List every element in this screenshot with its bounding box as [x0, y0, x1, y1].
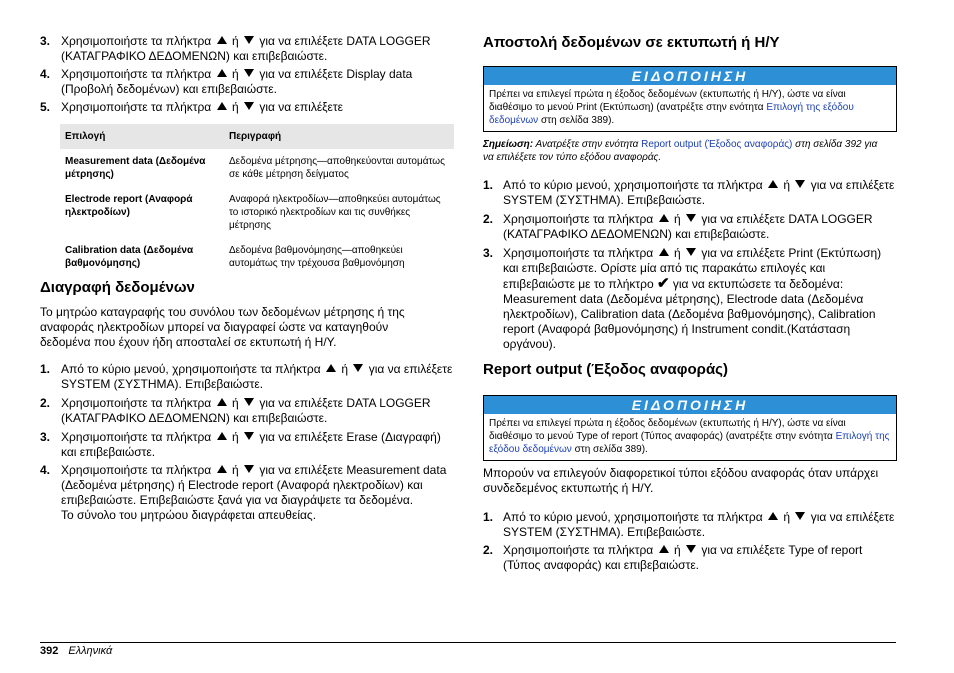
notice-body	[484, 85, 896, 131]
description-cell: Δεδομένα βαθμονόμησης—αποθηκεύει αυτομάτως την τρέχουσα βαθμονόμηση	[229, 245, 405, 269]
step-text: Χρησιμοποιήστε τα πλήκτρα	[503, 543, 654, 557]
step-text: ή	[783, 510, 791, 524]
step-number: 2.	[483, 543, 494, 557]
up-arrow-key-icon	[217, 432, 227, 440]
step-number: 5.	[40, 100, 51, 114]
notice-text: Πρέπει να επιλεγεί πρώτα η έξοδος δεδομένων (εκτυπωτής ή Η/Υ), ώστε να είναι διαθέσιμο το μενού Type of report (Τύπος αναφοράς) (ανατρέξτε στην ενότητα	[489, 418, 846, 442]
up-arrow-key-icon	[217, 102, 227, 110]
heading-report-output: Report output (Έξοδος αναφοράς)	[483, 361, 728, 378]
step-text: για να επιλέξετε DATA LOGGER (ΚΑΤΑΓΡΑΦΙΚΟ ΔΕΔΟΜΕΝΩΝ) και επιβεβαιώστε.	[61, 396, 431, 425]
up-arrow-key-icon	[217, 465, 227, 473]
step-text: ή	[231, 396, 239, 410]
up-arrow-key-icon	[217, 36, 227, 44]
step-text: Χρησιμοποιήστε τα πλήκτρα	[61, 430, 212, 444]
column-header-description: Περιγραφή	[224, 124, 454, 149]
heading-delete-data: Διαγραφή δεδομένων	[40, 279, 195, 296]
delete-intro-paragraph: Το μητρώο καταγραφής του συνόλου των δεδομένων μέτρησης ή της αναφοράς ηλεκτροδίων μπορεί να διαγραφεί ώστε να καταγηθούν δεδομένα που έχουν ήδη αποσταλεί σε εκτυπωτή ή Η/Υ.	[40, 305, 405, 349]
table-row	[60, 149, 454, 187]
note-text: Ανατρέξτε στην ενότητα	[535, 139, 639, 150]
notice-text: Πρέπει να επιλεγεί πρώτα η έξοδος δεδομένων (εκτυπωτής ή Η/Υ), ώστε να είναι διαθέσιμο το μενού Print (Εκτύπωση) (ανατρέξτε στην ενότητα	[489, 89, 846, 113]
step-text: ή	[783, 178, 791, 192]
down-arrow-key-icon	[686, 248, 696, 256]
page-number: 392	[40, 645, 59, 657]
table-header-row	[60, 124, 454, 149]
notice-box-print	[483, 66, 897, 132]
step-text: για να επιλέξετε DATA LOGGER (ΚΑΤΑΓΡΑΦΙΚΟ ΔΕΔΟΜΕΝΩΝ) και επιβεβαιώστε.	[503, 212, 873, 241]
step-text: Από το κύριο μενού, χρησιμοποιήστε τα πλήκτρα	[503, 510, 763, 524]
step-number: 3.	[483, 246, 494, 260]
send-step-1	[483, 178, 897, 208]
link-select-data-output[interactable]: Επιλογή της εξόδου δεδομένων	[489, 102, 854, 126]
step-text: για να επιλέξετε SYSTEM (ΣΥΣΤΗΜΑ). Επιβεβαιώστε.	[503, 510, 895, 539]
step-text: ή	[231, 34, 239, 48]
step-text: ή	[231, 67, 239, 81]
step-text: για να επιλέξετε DATA LOGGER (ΚΑΤΑΓΡΑΦΙΚΟ ΔΕΔΟΜΕΝΩΝ) και επιβεβαιώστε.	[61, 34, 431, 63]
up-arrow-key-icon	[659, 214, 669, 222]
link-report-output[interactable]: Report output (Έξοδος αναφοράς)	[641, 139, 793, 150]
step-text: Χρησιμοποιήστε τα πλήκτρα	[61, 67, 212, 81]
delete-step-4	[40, 463, 454, 523]
step-number: 3.	[40, 34, 51, 48]
option-cell: Measurement data (Δεδομένα μέτρησης)	[65, 156, 206, 180]
up-arrow-key-icon	[659, 248, 669, 256]
option-cell: Calibration data (Δεδομένα βαθμονόμησης)	[65, 245, 194, 269]
option-cell: Electrode report (Αναφορά ηλεκτροδίων)	[65, 194, 193, 218]
step-number: 4.	[40, 67, 51, 81]
step-text: ή	[673, 212, 681, 226]
heading-send-data: Αποστολή δεδομένων σε εκτυπωτή ή Η/Υ	[483, 34, 780, 51]
step-number: 1.	[483, 178, 494, 192]
notice-text: στη σελίδα 389).	[574, 444, 648, 455]
delete-step-2	[40, 396, 454, 426]
down-arrow-key-icon	[244, 102, 254, 110]
step-text: για να επιλέξετε	[259, 100, 343, 114]
step-text: ή	[673, 543, 681, 557]
down-arrow-key-icon	[244, 398, 254, 406]
up-arrow-key-icon	[768, 512, 778, 520]
note-text: στη σελίδα 392 για να επιλέξετε τον τύπο εξόδου αναφοράς.	[483, 139, 878, 163]
notice-title: ΕΙΔΟΠΟΙΗΣΗ	[484, 396, 896, 414]
step-number: 1.	[40, 362, 51, 376]
step-text: Χρησιμοποιήστε τα πλήκτρα	[61, 463, 212, 477]
note-report-output	[483, 138, 883, 164]
step-text: ή	[231, 463, 239, 477]
down-arrow-key-icon	[686, 545, 696, 553]
step-text: για να επιλέξετε SYSTEM (ΣΥΣΤΗΜΑ). Επιβεβαιώστε.	[61, 362, 453, 391]
step-number: 3.	[40, 430, 51, 444]
description-cell: Αναφορά ηλεκτροδίων—αποθηκεύει αυτομάτως το ιστορικό ηλεκτροδίων και τις συνθήκες μέτρησης	[229, 194, 441, 231]
report-intro-paragraph: Μπορούν να επιλεγούν διαφορετικοί τύποι εξόδου αναφοράς όταν υπάρχει συνδεδεμένος εκτυπωτής ή Η/Υ.	[483, 466, 879, 495]
step-text: Από το κύριο μενού, χρησιμοποιήστε τα πλήκτρα	[61, 362, 321, 376]
notice-body	[484, 414, 896, 460]
checkmark-key-icon: ✔	[656, 275, 670, 292]
report-step-2	[483, 543, 897, 573]
down-arrow-key-icon	[795, 512, 805, 520]
down-arrow-key-icon	[686, 214, 696, 222]
step-text: ή	[231, 100, 239, 114]
step-text: Χρησιμοποιήστε τα πλήκτρα	[61, 100, 212, 114]
footer-language: Ελληνικά	[68, 645, 113, 657]
description-cell: Δεδομένα μέτρησης—αποθηκεύονται αυτομάτως σε κάθε μέτρηση δείγματος	[229, 156, 445, 180]
step-number: 2.	[483, 212, 494, 226]
step-text: Από το κύριο μενού, χρησιμοποιήστε τα πλήκτρα	[503, 178, 763, 192]
step-text: για να επιλέξετε Measurement data (Δεδομένα μέτρησης) ή Electrode report (Αναφορά ηλεκτροδίων) και επιβεβαιώστε. Επιβεβαιώστε ξανά για να διαγράψετε τα δεδομένα.	[61, 463, 447, 507]
step-text: για να επιλέξετε Display data (Προβολή δεδομένων) και επιβεβαιώστε.	[61, 67, 413, 96]
step-text: Χρησιμοποιήστε τα πλήκτρα	[61, 34, 212, 48]
up-arrow-key-icon	[217, 398, 227, 406]
send-step-2	[483, 212, 897, 242]
footer-divider	[40, 642, 896, 643]
step-text: για να επιλέξετε SYSTEM (ΣΥΣΤΗΜΑ). Επιβεβαιώστε.	[503, 178, 895, 207]
page-footer	[40, 644, 112, 658]
step-text: Χρησιμοποιήστε τα πλήκτρα	[503, 246, 654, 260]
step-4-display-data	[40, 67, 454, 97]
step-text: ή	[673, 246, 681, 260]
up-arrow-key-icon	[326, 364, 336, 372]
up-arrow-key-icon	[659, 545, 669, 553]
step-number: 2.	[40, 396, 51, 410]
step-result: Το σύνολο του μητρώου διαγράφεται απευθείας.	[61, 508, 317, 522]
step-text: για να επιλέξετε Print (Εκτύπωση) και επιβεβαιώστε. Ορίστε μία από τις παρακάτω επιλογές και επιβεβαιώστε με το πλήκτρο	[503, 246, 882, 291]
send-step-3	[483, 246, 897, 352]
up-arrow-key-icon	[217, 69, 227, 77]
down-arrow-key-icon	[244, 465, 254, 473]
step-text: Χρησιμοποιήστε τα πλήκτρα	[61, 396, 212, 410]
column-header-option: Επιλογή	[60, 124, 224, 149]
table-row	[60, 187, 454, 238]
step-text: Χρησιμοποιήστε τα πλήκτρα	[503, 212, 654, 226]
step-5-select-option	[40, 100, 454, 115]
step-text: ή	[231, 430, 239, 444]
delete-step-1	[40, 362, 454, 392]
step-number: 1.	[483, 510, 494, 524]
down-arrow-key-icon	[795, 180, 805, 188]
step-number: 4.	[40, 463, 51, 477]
options-table	[60, 124, 454, 276]
table-row	[60, 238, 454, 276]
down-arrow-key-icon	[244, 36, 254, 44]
report-step-1	[483, 510, 897, 540]
step-text: για να επιλέξετε Type of report (Τύπος αναφοράς) και επιβεβαιώστε.	[503, 543, 863, 572]
notice-title: ΕΙΔΟΠΟΙΗΣΗ	[484, 67, 896, 85]
down-arrow-key-icon	[244, 69, 254, 77]
note-label: Σημείωση:	[483, 139, 534, 150]
notice-box-report	[483, 395, 897, 461]
step-text: για να εκτυπώσετε τα δεδομένα: Measurement data (Δεδομένα μέτρησης), Electrode data (Δεδομένα ηλεκτροδίων), Calibration data (Δεδομένα βαθμονόμησης), Calibration report (Αναφορά βαθμονόμησης) ή Instrument condit.(Κατάσταση οργάνου).	[503, 277, 876, 351]
link-select-data-output[interactable]: Επιλογή της εξόδου δεδομένων	[489, 431, 890, 455]
step-text: ή	[341, 362, 349, 376]
down-arrow-key-icon	[353, 364, 363, 372]
step-3-select-data-logger	[40, 34, 454, 64]
notice-text: στη σελίδα 389).	[540, 115, 615, 126]
down-arrow-key-icon	[244, 432, 254, 440]
delete-step-3	[40, 430, 454, 460]
up-arrow-key-icon	[768, 180, 778, 188]
step-text: για να επιλέξετε Erase (Διαγραφή) και επιβεβαιώστε.	[61, 430, 441, 459]
